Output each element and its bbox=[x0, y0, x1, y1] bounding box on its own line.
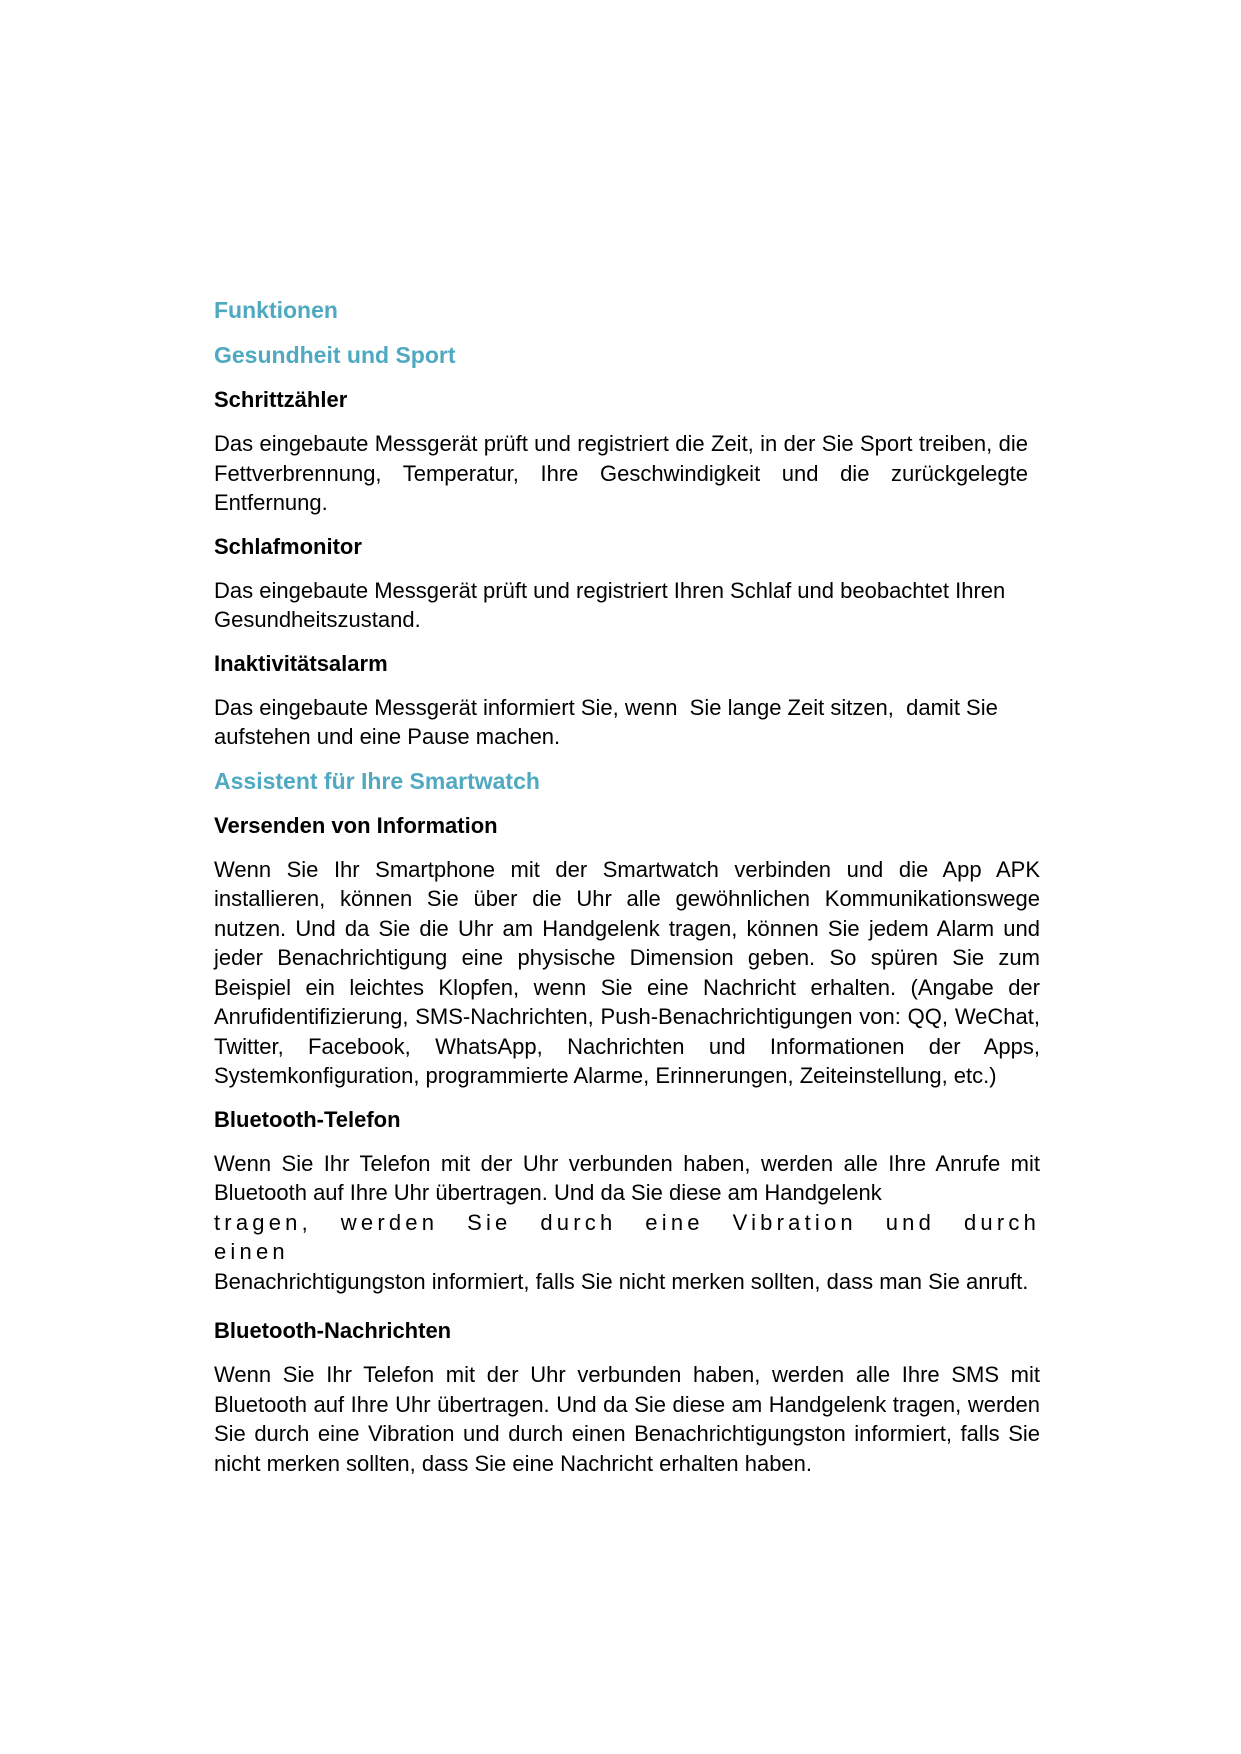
paragraph-pedometer: Das eingebaute Messgerät prüft und registriert die Zeit, in der Sie Sport treiben, die Fettverbrennung, Temperatur, Ihre Geschwindigkeit und die zurückgelegte Entfernung. bbox=[214, 431, 1028, 515]
header-area bbox=[145, 55, 785, 230]
document-body bbox=[214, 295, 1054, 1492]
paragraph-sleep-monitor: Das eingebaute Messgerät prüft und registriert Ihren Schlaf und beobachtet Ihren Gesundheitszustand. bbox=[214, 577, 1006, 632]
paragraph-bluetooth-messages: Wenn Sie Ihr Telefon mit der Uhr verbunden haben, werden alle Ihre SMS mit Bluetooth auf Ihre Uhr übertragen. Und da Sie diese am Handgelenk tragen, werden Sie durch eine Vibration und durch einen Benachrichtigungston informiert, falls Sie nicht merken sollten, dass Sie eine Nachricht erhalten haben. bbox=[214, 1362, 1040, 1476]
subheading-bluetooth-phone: Bluetooth-Telefon bbox=[214, 1106, 401, 1132]
subheading-sleep-monitor: Schlafmonitor bbox=[214, 533, 362, 559]
paragraph-sending-information: Wenn Sie Ihr Smartphone mit der Smartwatch verbinden und die App APK installieren, können Sie über die Uhr alle gewöhnlichen Kommunikationswege nutzen. Und da Sie die Uhr am Handgelenk tragen, können Sie jedem Alarm und jeder Benachrichtigung eine physische Dimension geben. So spüren Sie zum Beispiel ein leichtes Klopfen, wenn Sie eine Nachricht erhalten. (Angabe der Anrufidentifizierung, SMS-Nachrichten, Push-Benachrichtigungen von: QQ, WeChat, Twitter, Facebook, WhatsApp, Nachrichten und Informationen der Apps, Systemkonfiguration, programmierte Alarme, Erinnerungen, Zeiteinstellung, etc.) bbox=[214, 856, 1040, 1088]
paragraph-bluetooth-phone-part-b: tragen, werden Sie durch eine Vibration und durch einen bbox=[214, 1209, 1040, 1264]
paragraph-bluetooth-phone bbox=[214, 1149, 1040, 1297]
section-heading-assistant: Assistent für Ihre Smartwatch bbox=[214, 767, 540, 794]
page-title: Funktionen bbox=[214, 297, 338, 323]
section-heading-health: Gesundheit und Sport bbox=[214, 342, 456, 368]
subheading-sending-information: Versenden von Information bbox=[214, 812, 498, 838]
subheading-pedometer: Schrittzähler bbox=[214, 387, 348, 412]
paragraph-inactivity-alarm: Das eingebaute Messgerät informiert Sie, wenn Sie lange Zeit sitzen, damit Sie aufstehen und eine Pause machen. bbox=[214, 694, 1004, 749]
paragraph-bluetooth-phone-part-c: Benachrichtigungston informiert, falls Sie nicht merken sollten, dass man Sie anruft. bbox=[214, 1268, 1029, 1294]
paragraph-bluetooth-phone-part-a: Wenn Sie Ihr Telefon mit der Uhr verbunden haben, werden alle Ihre Anrufe mit Bluetooth auf Ihre Uhr übertragen. Und da Sie diese am Handgelenk bbox=[214, 1150, 1040, 1205]
subheading-inactivity-alarm: Inaktivitätsalarm bbox=[214, 650, 388, 676]
subheading-bluetooth-messages: Bluetooth-Nachrichten bbox=[214, 1318, 452, 1343]
